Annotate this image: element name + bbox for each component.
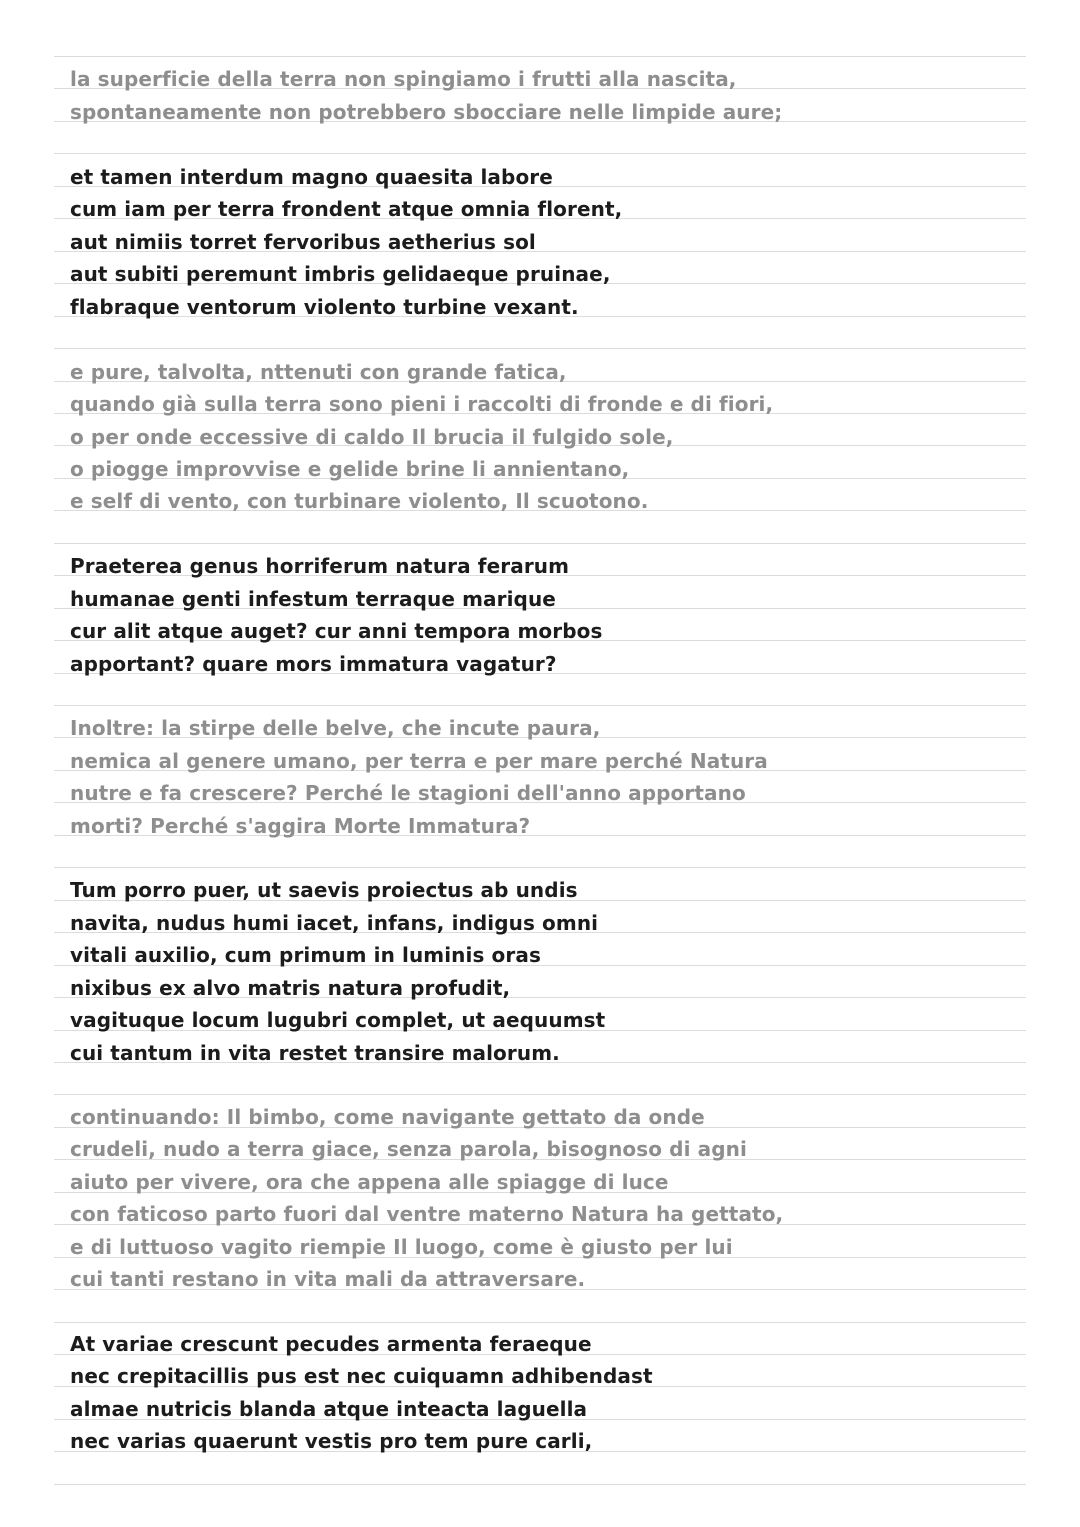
- text-line: nec crepitacillis pus est nec cuiquamn adhibendast: [70, 1364, 653, 1388]
- text-line: humanae genti infestum terraque marique: [70, 587, 556, 611]
- text-line: nixibus ex alvo matris natura profudit,: [70, 976, 511, 1000]
- text-line: aiuto per vivere, ora che appena alle spiagge di luce: [70, 1170, 669, 1194]
- text-line: e pure, talvolta, nttenuti con grande fatica,: [70, 360, 567, 384]
- text-line: crudeli, nudo a terra giace, senza parola, bisognoso di agni: [70, 1137, 747, 1161]
- text-line: cum iam per terra frondent atque omnia florent,: [70, 197, 623, 221]
- text-line: cur alit atque auget? cur anni tempora morbos: [70, 619, 603, 643]
- text-line: nec varias quaerunt vestis pro tem pure carli,: [70, 1429, 593, 1453]
- text-line: Inoltre: la stirpe delle belve, che incute paura,: [70, 716, 601, 740]
- text-line: Tum porro puer, ut saevis proiectus ab undis: [70, 878, 578, 902]
- text-line: vitali auxilio, cum primum in luminis oras: [70, 943, 541, 967]
- text-line: aut subiti peremunt imbris gelidaeque pruinae,: [70, 262, 611, 286]
- text-line: flabraque ventorum violento turbine vexant.: [70, 295, 579, 319]
- ruled-line: [54, 56, 1026, 57]
- text-line: o piogge improvvise e gelide brine li annientano,: [70, 457, 630, 481]
- text-line: cui tanti restano in vita mali da attraversare.: [70, 1267, 586, 1291]
- text-line: o per onde eccessive di caldo Il brucia il fulgido sole,: [70, 425, 674, 449]
- text-line: almae nutricis blanda atque inteacta laguella: [70, 1397, 588, 1421]
- ruled-line: [54, 543, 1026, 544]
- text-line: e di luttuoso vagito riempie Il luogo, come è giusto per lui: [70, 1235, 733, 1259]
- ruled-line: [54, 867, 1026, 868]
- ruled-line: [54, 153, 1026, 154]
- text-line: con faticoso parto fuori dal ventre materno Natura ha gettato,: [70, 1202, 784, 1226]
- text-line: At variae crescunt pecudes armenta feraeque: [70, 1332, 592, 1356]
- text-line: nemica al genere umano, per terra e per mare perché Natura: [70, 749, 768, 773]
- text-line: vagituque locum lugubri complet, ut aequumst: [70, 1008, 606, 1032]
- text-line: et tamen interdum magno quaesita labore: [70, 165, 553, 189]
- text-line: aut nimiis torret fervoribus aetherius sol: [70, 230, 536, 254]
- text-line: continuando: Il bimbo, come navigante gettato da onde: [70, 1105, 705, 1129]
- text-line: quando già sulla terra sono pieni i raccolti di fronde e di fiori,: [70, 392, 774, 416]
- ruled-line: [54, 1322, 1026, 1323]
- ruled-line: [54, 1094, 1026, 1095]
- ruled-line: [54, 1484, 1026, 1485]
- text-line: apportant? quare mors immatura vagatur?: [70, 652, 557, 676]
- text-line: morti? Perché s'aggira Morte Immatura?: [70, 814, 531, 838]
- ruled-line: [54, 348, 1026, 349]
- text-line: la superficie della terra non spingiamo i frutti alla nascita,: [70, 67, 737, 91]
- text-line: cui tantum in vita restet transire malorum.: [70, 1041, 560, 1065]
- text-line: nutre e fa crescere? Perché le stagioni dell'anno apportano: [70, 781, 746, 805]
- text-line: Praeterea genus horriferum natura ferarum: [70, 554, 570, 578]
- text-line: navita, nudus humi iacet, infans, indigus omni: [70, 911, 599, 935]
- ruled-line: [54, 705, 1026, 706]
- text-line: spontaneamente non potrebbero sbocciare nelle limpide aure;: [70, 100, 783, 124]
- text-line: e self di vento, con turbinare violento, Il scuotono.: [70, 489, 649, 513]
